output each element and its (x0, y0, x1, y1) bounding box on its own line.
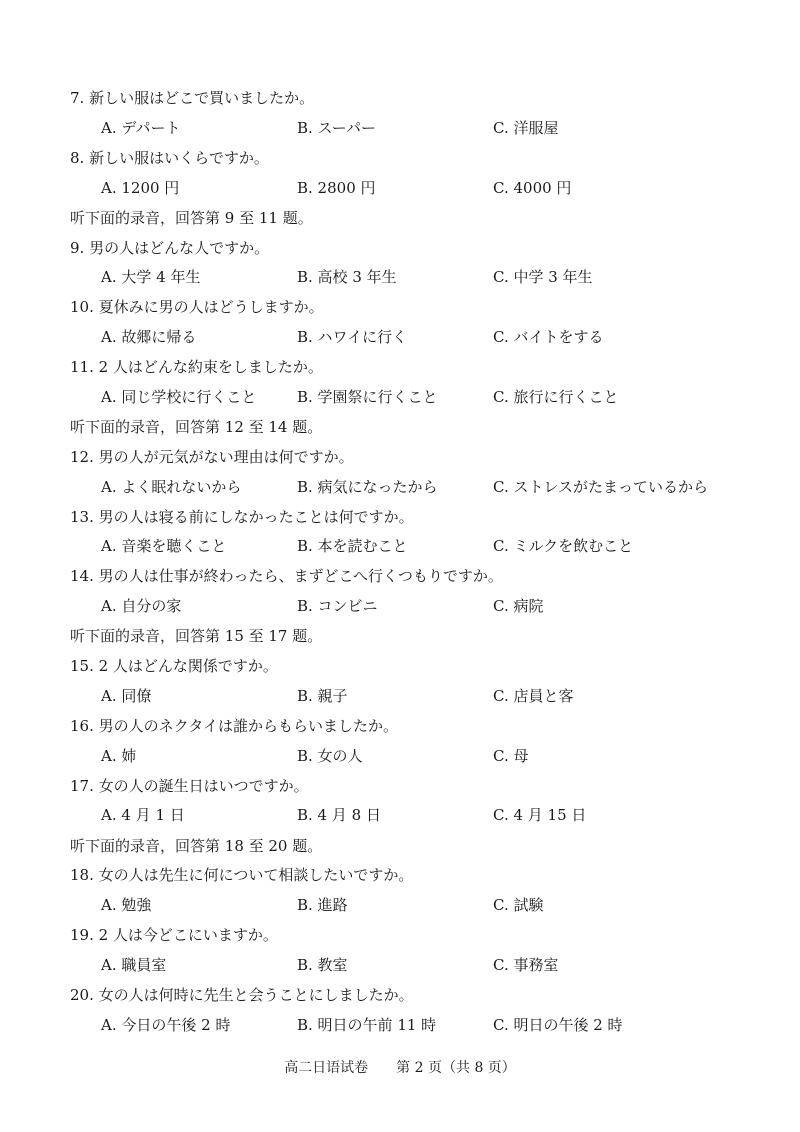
question-text: 8. 新しい服はいくらですか。 (70, 148, 269, 167)
answer-options (0, 536, 800, 556)
option-a: A. デパート (101, 118, 181, 137)
section-instruction: 听下面的录音，回答第 12 至 14 题。 (70, 417, 323, 436)
question-text: 19. 2 人は今どこにいますか。 (70, 926, 278, 945)
section-instruction: 听下面的录音，回答第 9 至 11 题。 (70, 208, 313, 227)
question-text: 18. 女の人は先生に何について相談したいですか。 (70, 866, 414, 885)
option-c: C. 母 (493, 746, 529, 765)
option-a: A. 故郷に帰る (101, 328, 197, 346)
question-text: 14. 男の人は仕事が終わったら、まずどこへ行くつもりですか。 (70, 567, 503, 586)
question-text: 10. 夏休みに男の人はどうしますか。 (70, 298, 324, 317)
option-b: B. 明日の午前 11 時 (297, 1015, 437, 1034)
answer-options (0, 387, 800, 407)
option-a: A. 勉強 (101, 896, 152, 915)
question-text: 11. 2 人はどんな約束をしましたか。 (70, 358, 323, 377)
question-text: 9. 男の人はどんな人ですか。 (70, 238, 270, 257)
option-b: B. 女の人 (297, 746, 363, 765)
option-a: A. 音楽を聴くこと (101, 537, 227, 556)
option-a: A. 1200 円 (101, 178, 180, 197)
answer-options (0, 596, 800, 616)
answer-options (0, 267, 800, 287)
option-b: B. 本を読むこと (297, 537, 408, 556)
question-text: 13. 男の人は寝る前にしなかったことは何ですか。 (70, 507, 414, 526)
option-b: B. スーパー (297, 118, 377, 137)
section-instruction: 听下面的录音，回答第 18 至 20 题。 (70, 836, 323, 855)
answer-options (0, 118, 800, 138)
section-instruction: 听下面的录音，回答第 15 至 17 题。 (70, 627, 323, 646)
option-b: B. 病気になったから (297, 477, 438, 496)
option-c: C. ミルクを飲むこと (493, 537, 634, 556)
option-b: B. 親子 (297, 686, 348, 705)
option-c: C. ストレスがたまっているから (493, 477, 709, 496)
option-b: B. 教室 (297, 955, 348, 974)
option-b: B. 2800 円 (297, 178, 376, 197)
question-text: 20. 女の人は何時に先生と会うことにしましたか。 (70, 986, 414, 1004)
option-a: A. 自分の家 (101, 597, 182, 616)
option-c: C. 試験 (493, 896, 544, 915)
answer-options (0, 746, 800, 766)
option-b: B. 高校 3 年生 (297, 268, 397, 287)
answer-options (0, 477, 800, 497)
question-text: 16. 男の人のネクタイは誰からもらいましたか。 (70, 716, 399, 735)
answer-options (0, 1015, 800, 1035)
option-b: B. ハワイに行く (297, 328, 408, 346)
answer-options (0, 895, 800, 915)
question-text: 7. 新しい服はどこで買いましたか。 (70, 89, 315, 107)
option-c: C. 中学 3 年生 (493, 268, 593, 287)
answer-options (0, 955, 800, 975)
option-a: A. 今日の午後 2 時 (101, 1015, 231, 1034)
option-a: A. 同じ学校に行くこと (101, 387, 257, 406)
page-footer: 高二日语试卷 第 2 页（共 8 页） (284, 1060, 516, 1076)
answer-options (0, 178, 800, 198)
option-c: C. バイトをする (493, 328, 604, 346)
option-a: A. よく眠れないから (101, 477, 242, 496)
answer-options (0, 686, 800, 706)
option-a: A. 姉 (101, 746, 137, 765)
option-c: C. 病院 (493, 597, 544, 616)
option-a: A. 大学 4 年生 (101, 268, 201, 287)
answer-options (0, 327, 800, 347)
option-c: C. 事務室 (493, 955, 559, 974)
question-text: 15. 2 人はどんな関係ですか。 (70, 657, 278, 676)
option-a: A. 職員室 (101, 955, 167, 974)
option-b: B. 学園祭に行くこと (297, 387, 438, 406)
option-c: C. 旅行に行くこと (493, 387, 619, 406)
option-b: B. 進路 (297, 896, 348, 915)
option-a: A. 同僚 (101, 686, 152, 705)
option-c: C. 4 月 15 日 (493, 806, 587, 825)
question-text: 12. 男の人が元気がない理由は何ですか。 (70, 447, 354, 466)
question-text: 17. 女の人の誕生日はいつですか。 (70, 776, 309, 795)
option-b: B. 4 月 8 日 (297, 806, 381, 825)
option-b: B. コンビニ (297, 597, 378, 616)
option-c: C. 洋服屋 (493, 118, 559, 137)
answer-options (0, 805, 800, 825)
option-a: A. 4 月 1 日 (101, 806, 185, 825)
option-c: C. 店員と客 (493, 686, 574, 705)
option-c: C. 明日の午後 2 時 (493, 1015, 623, 1034)
option-c: C. 4000 円 (493, 178, 572, 197)
